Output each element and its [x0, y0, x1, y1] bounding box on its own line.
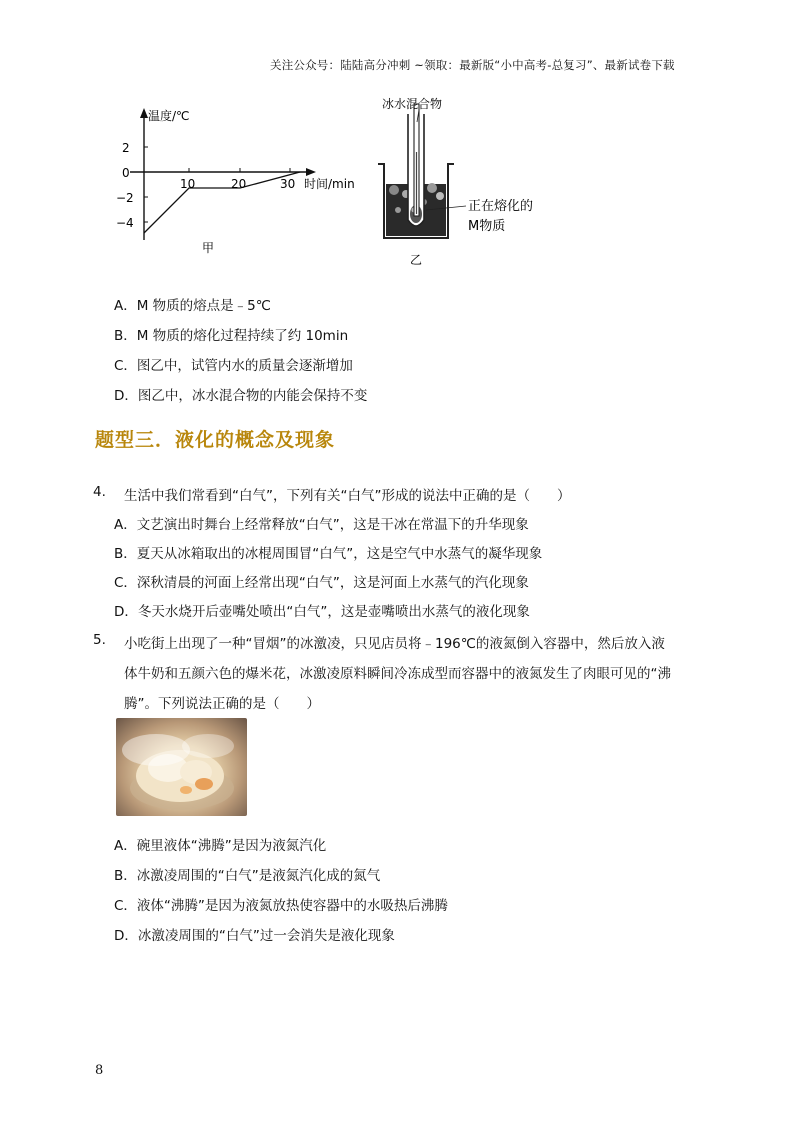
q4-stem: 生活中我们常看到“白气”，下列有关“白气”形成的说法中正确的是（ ） [124, 488, 571, 504]
x-tick: 10 [180, 177, 196, 191]
y-tick: −2 [116, 191, 134, 205]
q4-number: 4. [93, 484, 106, 500]
q4-option-b: B．夏天从冰箱取出的冰棍周围冒“白气”，这是空气中水蒸气的凝华现象 [114, 546, 543, 562]
y-tick: 0 [122, 166, 130, 180]
q3-option-b: B．M 物质的熔化过程持续了约 10min [114, 328, 349, 344]
label-ice-water-mixture: 冰水混合物 [382, 97, 443, 111]
apparatus-caption: 乙 [410, 253, 423, 267]
q5-option-d: D．冰激凌周围的“白气”过一会消失是液化现象 [114, 928, 395, 944]
q5-option-c: C．液体“沸腾”是因为液氮放热使容器中的水吸热后沸腾 [114, 898, 448, 914]
q3-option-d: D．图乙中，冰水混合物的内能会保持不变 [114, 388, 368, 404]
q4-option-d: D．冬天水烧开后壶嘴处喷出“白气”，这是壶嘴喷出水蒸气的液化现象 [114, 604, 530, 620]
y-tick: −4 [116, 216, 134, 230]
q4-option-a: A．文艺演出时舞台上经常释放“白气”，这是干冰在常温下的升华现象 [114, 517, 529, 533]
melting-apparatus-diagram [370, 92, 570, 270]
graph-caption: 甲 [202, 241, 215, 255]
label-m-substance: M物质 [468, 219, 506, 234]
q3-option-a: A．M 物质的熔点是﹣5℃ [114, 298, 271, 314]
q5-option-a: A．碗里液体“沸腾”是因为液氮汽化 [114, 838, 327, 854]
q4-option-c: C．深秋清晨的河面上经常出现“白气”，这是河面上水蒸气的汽化现象 [114, 575, 529, 591]
graph-xlabel: 时间/min [304, 177, 355, 191]
q5-number: 5. [93, 632, 106, 648]
page-number: 8 [95, 1063, 104, 1078]
label-melting-substance: 正在熔化的 [468, 199, 534, 214]
section-title: 题型三．液化的概念及现象 [95, 429, 336, 451]
q5-stem-line: 体牛奶和五颜六色的爆米花，冰激凌原料瞬间冷冻成型而容器中的液氮发生了肉眼可见的“沸 [124, 666, 671, 682]
q3-option-c: C．图乙中，试管内水的质量会逐渐增加 [114, 358, 353, 374]
q5-option-b: B．冰激凌周围的“白气”是液氮汽化成的氮气 [114, 868, 381, 884]
ice-cream-bowl-illustration [116, 718, 247, 816]
x-tick: 30 [280, 177, 296, 191]
q5-stem-line: 小吃街上出现了一种“冒烟”的冰激凌，只见店员将﹣196℃的液氮倒入容器中，然后放入液 [124, 636, 665, 652]
ice-cream-photo [116, 718, 247, 816]
temperature-time-graph [100, 100, 370, 265]
q5-stem-line: 腾”。下列说法正确的是（ ） [124, 696, 320, 712]
x-tick: 20 [231, 177, 247, 191]
graph-ylabel: 温度/℃ [148, 109, 190, 123]
header-note: 关注公众号：陆陆高分冲刺 ~领取：最新版“小中高考-总复习”、最新试卷下载 [270, 58, 675, 72]
y-tick: 2 [122, 141, 130, 155]
